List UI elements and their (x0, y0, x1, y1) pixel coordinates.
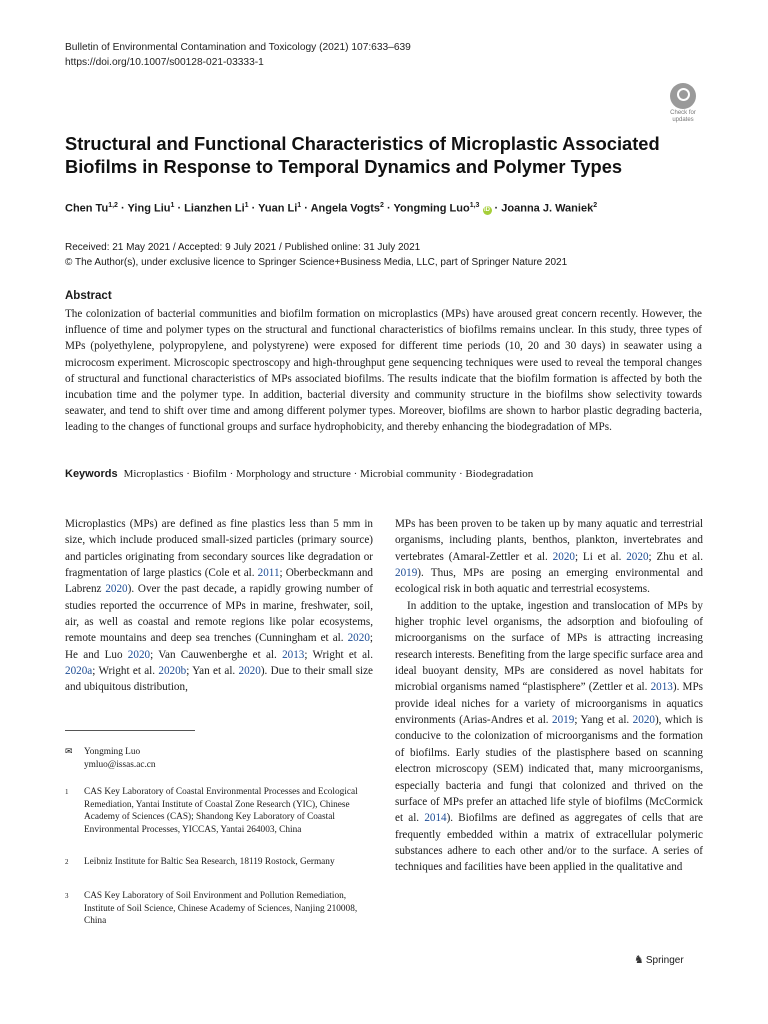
body-column-left (65, 516, 373, 696)
badge-line2: updates (672, 116, 694, 123)
author-affiliation-sup: 1,3 (469, 202, 480, 209)
author-affiliation-sup: 1 (297, 202, 302, 209)
affiliation-footnote-3 (65, 890, 365, 928)
citation-link[interactable]: 2020 (632, 714, 655, 727)
citation-link[interactable]: 2011 (257, 567, 280, 580)
corresponding-email[interactable]: ymluo@issas.ac.cn (84, 759, 156, 770)
citation-link[interactable]: 2020b (158, 665, 187, 678)
doi-link[interactable]: https://doi.org/10.1007/s00128-021-03333-1 (65, 57, 264, 68)
author-name[interactable]: Joanna J. Waniek (501, 202, 594, 215)
citation-link[interactable]: 2020a (65, 665, 93, 678)
publication-dates (65, 241, 567, 270)
footnote-divider (65, 730, 195, 731)
publisher-name: Springer (645, 955, 684, 966)
affiliation-footnote-1 (65, 786, 365, 836)
citation-link[interactable]: 2020 (127, 648, 151, 661)
author-affiliation-sup: 1 (170, 202, 175, 209)
footnote-mark: 3 (65, 892, 69, 900)
abstract-heading: Abstract (65, 290, 112, 302)
corresponding-name: Yongming Luo (84, 747, 141, 757)
journal-header (65, 40, 411, 70)
article-title: Structural and Functional Characteristics of Microplastic Associated Biofilms in Response to Temporal Dynamics and Polymer Types (65, 133, 660, 177)
citation-link[interactable]: 2020 (347, 632, 370, 645)
affiliation-footnote-2 (65, 856, 365, 869)
body-paragraph: Microplastics (MPs) are defined as fine plastics less than 5 mm in size, which include produced small-sized particles (primary source) and particles originating from secondary sources like degradation or fragmentation of large plastics (Cole et al. 2011; Oberbeckmann and Labrenz 2020). Over the past decade, a rapidly growing number of studies reported the occurrence of MPs in marine, freshwater, soil, air, as well as coastal and remote regions like polar ecosystems, remote mountains and deep sea trenches (Cunningham et al. 2020; He and Luo 2020; Van Cauwenberghe et al. 2013; Wright et al. 2020a; Wright et al. 2020b; Yan et al. 2020). Due to their small size and ubiquitous distribution, (65, 518, 373, 694)
author-affiliation-sup: 1 (244, 202, 249, 209)
author-affiliation-sup: 1,2 (108, 202, 118, 209)
author-name[interactable]: Lianzhen Li (184, 202, 245, 215)
orcid-icon[interactable]: iD (484, 206, 490, 213)
body-paragraph: MPs has been proven to be taken up by many aquatic and terrestrial organisms, including plants, benthos, plankton, invertebrates and vertebrates (Amaral-Zettler et al. 2020; Li et al. 2020; Zhu et al. 2019). Thus, MPs are posing an emerging environmental and ecological risk in both aquatic and terrestrial ecosystems. (395, 518, 703, 596)
publisher-logo (634, 953, 684, 966)
author-name[interactable]: Yongming Luo (393, 202, 470, 215)
keywords-text: Microplastics · Biofilm · Morphology and structure · Microbial community · Biodegradation (123, 468, 534, 480)
citation-link[interactable]: 2019 (395, 567, 418, 580)
citation-link[interactable]: 2013 (282, 648, 305, 661)
keywords-label: Keywords (65, 468, 118, 480)
author-name[interactable]: Chen Tu (65, 202, 109, 215)
author-name[interactable]: Ying Liu (127, 202, 171, 215)
citation-link[interactable]: 2019 (552, 714, 575, 727)
footnote-mark: 1 (65, 788, 69, 796)
abstract-text: The colonization of bacterial communities and biofilm formation on microplastics (MPs) have aroused great concern recently. However, the influence of time and polymer types on the structural and functional characteristics of biofilms remains unclear. In this study, three types of MPs (polyethylene, polypropylene, and polystyrene) were exposed for different time periods (10, 20 and 30 days) in seawater using a microcosm experiment. Microscopic spectroscopy and high-throughput gene sequencing techniques were used to reveal the temporal changes of structural and functional characteristics of MPs associated biofilms. The results indicate that the biofilm formation is affected by both the incubation time and the polymer type. In addition, bacterial diversity and community structure in the biofilms show selectivity towards seawater, and tend to shift over time and among different polymer types. Moreover, biofilms are shown to harbor plastic degrading bacteria, leading to the changes of functional groups and surface hydrophobicity, and thereby enhancing the biodegradation of MPs. (65, 308, 702, 434)
springer-horse-icon: ♞ (634, 954, 644, 966)
affiliation-text: Leibniz Institute for Baltic Sea Research, 18119 Rostock, Germany (84, 857, 335, 867)
check-updates-icon (670, 83, 696, 109)
affiliation-text: CAS Key Laboratory of Coastal Environmental Processes and Ecological Remediation, Yantai Institute of Coastal Zone Research (YIC), Chinese Academy of Sciences (CAS); Shandong Key Laboratory of Coastal Environmental Processes, YICCAS, Yantai 264003, China (84, 787, 358, 835)
corresponding-author-footnote (65, 746, 365, 771)
check-for-updates-badge[interactable] (662, 83, 704, 125)
author-name[interactable]: Angela Vogts (310, 202, 381, 215)
author-affiliation-sup: 2 (380, 202, 384, 209)
citation-link[interactable]: 2020 (552, 550, 575, 563)
citation-link[interactable]: 2020 (105, 583, 128, 596)
author-name[interactable]: Yuan Li (258, 202, 298, 215)
dates-line: Received: 21 May 2021 / Accepted: 9 July 2021 / Published online: 31 July 2021 (65, 242, 421, 253)
citation-link[interactable]: 2014 (424, 812, 447, 825)
author-list: Chen Tu$^{1,2}$ · Ying Liu$^1$ · Lianzhen $Li^1$ · Yuan $Li^1$ · Angela Vogts$^2$ · Yongming Luo$^{1,3}$ iD · Joanna J. Waniek$^2$ (65, 202, 598, 215)
body-column-right (395, 516, 703, 876)
journal-citation: Bulletin of Environmental Contamination and Toxicology (2021) 107:633–639 (65, 42, 411, 53)
author-affiliation-sup: 2 (593, 202, 598, 209)
copyright-line: © The Author(s), under exclusive licence to Springer Science+Business Media, LLC, part of Springer Nature 2021 (65, 256, 568, 268)
body-paragraph: In addition to the uptake, ingestion and translocation of MPs by higher trophic level organisms, the adsorption and biofouling of microorganisms on the surface of MPs is attracting increasing research interests. Benefiting from the large specific surface area and ideal buoyant density, MPs are considered as novel habitats for microbial organisms named “plastisphere” (Zettler et al. 2013). MPs provide ideal niches for a variety of microorganisms in aquatics environments (Arias-Andres et al. 2019; Yang et al. 2020), which is conducive to the colonization of microorganisms and the formation of biofilms. Early studies of the plastisphere based on scanning electron microscopy (SEM) indicated that, many microorganisms, especially bacteria and fungi that colonized and thrived on the surface of MPs prefer an attached life style of biofilms (McCormick et al. 2014). Biofilms are defined as aggregates of cells that are frequently embedded within a matrix of extracellular polymeric substances adhere to each other and/or to the surface. A series of techniques and facilities have been applied in the qualitative and (395, 599, 703, 874)
citation-link[interactable]: 2013 (650, 681, 673, 694)
citation-link[interactable]: 2020 (238, 665, 261, 678)
keywords (65, 468, 533, 480)
citation-link[interactable]: 2020 (626, 550, 649, 563)
footnote-mark: 2 (65, 858, 69, 866)
badge-line1: Check for (670, 110, 696, 116)
envelope-icon: ✉ (65, 746, 73, 756)
affiliation-text: CAS Key Laboratory of Soil Environment and Pollution Remediation, Institute of Soil Science, Chinese Academy of Sciences, Nanjing 210008, China (84, 891, 358, 927)
